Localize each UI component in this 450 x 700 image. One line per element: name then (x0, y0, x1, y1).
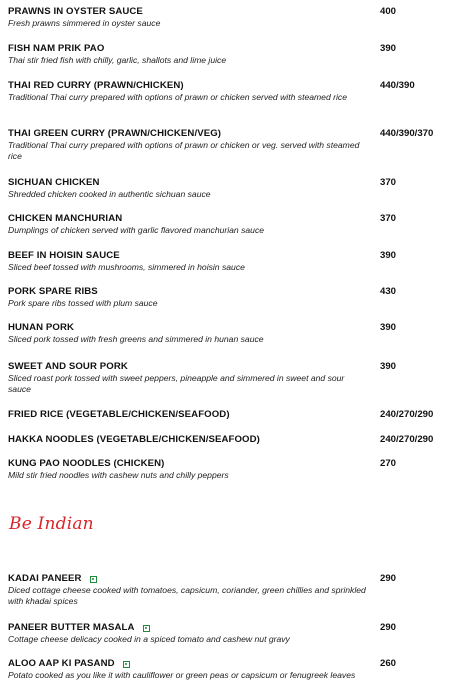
item-description: Sliced roast pork tossed with sweet peppers, pineapple and simmered in sweet and sour sauce (8, 373, 345, 394)
item-name: HUNAN PORK (8, 322, 75, 333)
item-name: KUNG PAO NOODLES (CHICKEN) (8, 458, 165, 469)
item-price: 270 (380, 458, 397, 469)
item-description: Mild stir fried noodles with cashew nuts and chilly peppers (8, 470, 229, 480)
item-description: Cottage cheese delicacy cooked in a spiced tomato and cashew nut gravy (8, 634, 290, 644)
item-description: Dumplings of chicken served with garlic flavored manchurian sauce (8, 225, 265, 235)
item-price: 430 (380, 286, 397, 297)
item-price: 290 (380, 622, 397, 633)
item-name: FISH NAM PRIK PAO (8, 43, 105, 54)
menu-item (8, 622, 448, 645)
menu-item (8, 43, 448, 66)
item-name: ALOO AAP KI PASAND (8, 658, 115, 669)
item-name: PORK SPARE RIBS (8, 286, 98, 297)
item-description: Pork spare ribs tossed with plum sauce (8, 298, 158, 308)
item-price: 290 (380, 573, 397, 584)
item-price: 390 (380, 322, 397, 333)
item-price: 400 (380, 6, 397, 17)
item-name: BEEF IN HOISIN SAUCE (8, 250, 120, 261)
item-price: 370 (380, 177, 397, 188)
menu-item (8, 213, 448, 236)
menu-item (8, 458, 448, 481)
menu-item (8, 80, 448, 103)
item-description: Traditional Thai curry prepared with options of prawn or chicken served with steamed rice (8, 92, 347, 102)
item-description: Potato cooked as you like it with cauliflower or green peas or capsicum or fenugreek leaves (8, 670, 356, 680)
menu-item (8, 573, 448, 607)
item-price: 390 (380, 250, 397, 261)
item-price: 370 (380, 213, 397, 224)
menu-item (8, 6, 448, 29)
item-name: HAKKA NOODLES (VEGETABLE/CHICKEN/SEAFOOD) (8, 434, 260, 445)
item-description: Sliced pork tossed with fresh greens and simmered in hunan sauce (8, 334, 264, 344)
section-title: Be Indian (9, 514, 94, 534)
item-price: 390 (380, 43, 397, 54)
menu-item (8, 658, 448, 681)
menu-item (8, 434, 448, 446)
veg-icon (143, 625, 150, 632)
item-price: 260 (380, 658, 397, 669)
item-description: Fresh prawns simmered in oyster sauce (8, 18, 161, 28)
item-name: PRAWNS IN OYSTER SAUCE (8, 6, 143, 17)
item-price: 390 (380, 361, 397, 372)
menu-item (8, 177, 448, 200)
item-name: SWEET AND SOUR PORK (8, 361, 128, 372)
veg-icon (123, 661, 130, 668)
menu-item (8, 409, 448, 421)
item-price: 240/270/290 (380, 409, 434, 420)
item-name: SICHUAN CHICKEN (8, 177, 100, 188)
menu-item (8, 361, 448, 395)
item-description: Sliced beef tossed with mushrooms, simmered in hoisin sauce (8, 262, 245, 272)
item-name: THAI RED CURRY (PRAWN/CHICKEN) (8, 80, 184, 91)
item-price: 440/390 (380, 80, 415, 91)
veg-icon (90, 576, 97, 583)
menu-item (8, 250, 448, 273)
item-price: 440/390/370 (380, 128, 434, 139)
item-price: 240/270/290 (380, 434, 434, 445)
item-name: FRIED RICE (VEGETABLE/CHICKEN/SEAFOOD) (8, 409, 230, 420)
item-description: Diced cottage cheese cooked with tomatoes, capsicum, coriander, green chillies and sprinkled with khadai spices (8, 585, 366, 606)
item-name: CHICKEN MANCHURIAN (8, 213, 123, 224)
item-name: PANEER BUTTER MASALA (8, 622, 135, 633)
menu-item (8, 286, 448, 309)
menu-item (8, 128, 448, 162)
item-description: Traditional Thai curry prepared with options of prawn or chicken or veg. served with steamed rice (8, 140, 360, 161)
item-name: KADAI PANEER (8, 573, 82, 584)
item-description: Thai stir fried fish with chilly, garlic, shallots and lime juice (8, 55, 227, 65)
item-name: THAI GREEN CURRY (PRAWN/CHICKEN/VEG) (8, 128, 222, 139)
item-description: Shredded chicken cooked in authentic sichuan sauce (8, 189, 211, 199)
menu-item (8, 322, 448, 345)
